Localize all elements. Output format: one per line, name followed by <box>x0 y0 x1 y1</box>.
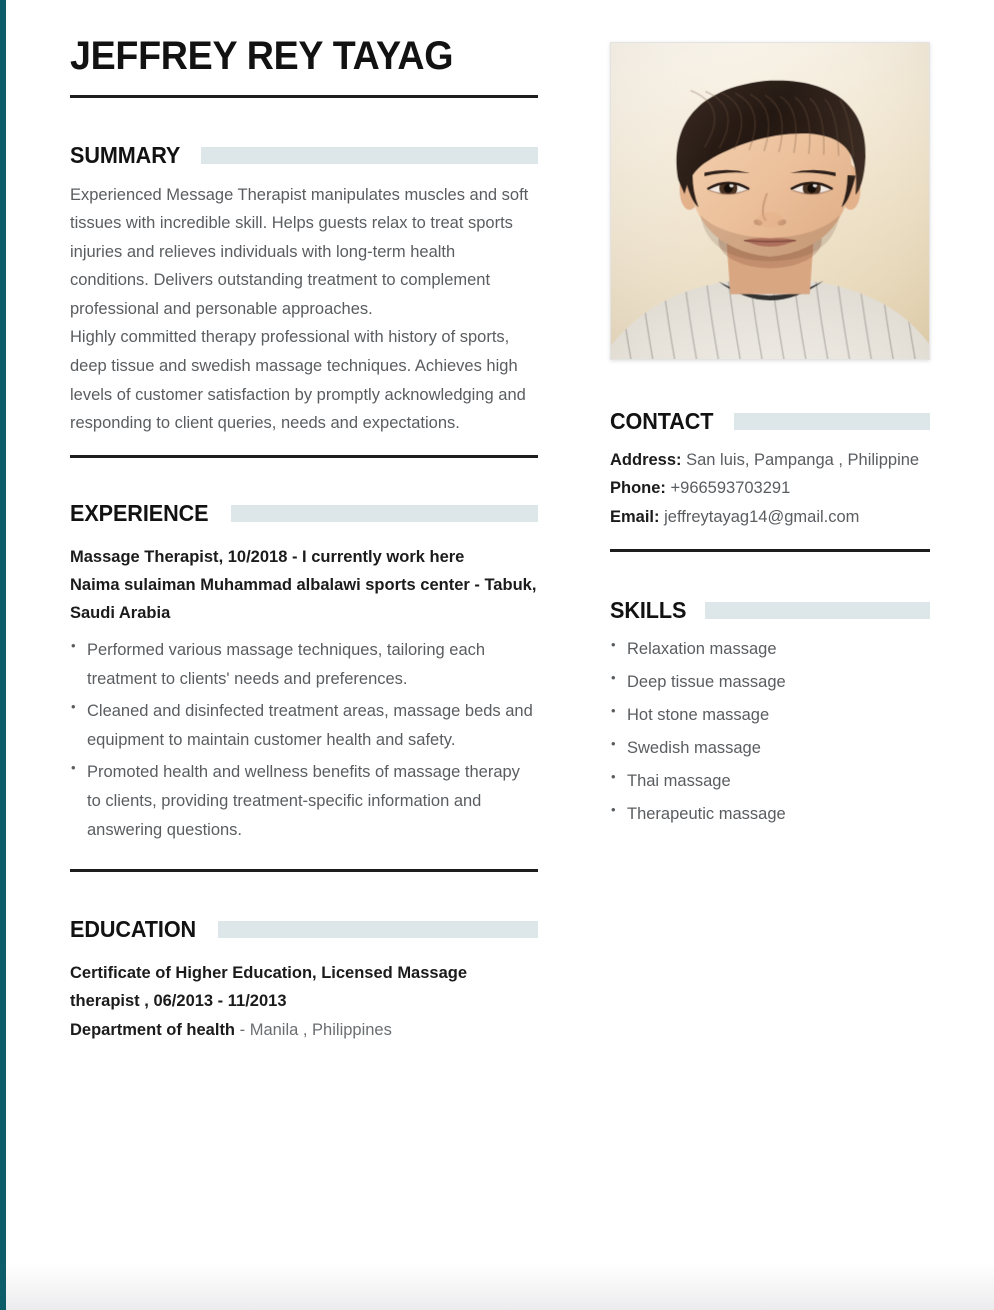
section-accent-bar <box>734 413 930 430</box>
job-bullet-list <box>70 636 538 845</box>
right-column <box>610 0 930 831</box>
left-edge-accent-stripe <box>0 0 6 1310</box>
list-item: • Thai massage <box>610 765 930 798</box>
list-item: • Swedish massage <box>610 732 930 765</box>
experience-entry <box>70 543 538 845</box>
section-title-education: EDUCATION <box>70 915 197 942</box>
job-employer: Naima sulaiman Muhammad albalawi sports center - Tabuk, Saudi Arabia <box>70 575 537 623</box>
list-item: • Promoted health and wellness benefits of massage therapy to clients, providing treatment-specific information and answering questions. <box>70 758 538 845</box>
list-item: • Performed various massage techniques, tailoring each treatment to clients' needs and preferences. <box>70 636 538 694</box>
job-heading <box>70 543 538 628</box>
contact-address <box>610 446 930 474</box>
section-accent-bar <box>201 147 538 164</box>
job-dates: 10/2018 - I currently work here <box>227 547 465 566</box>
section-title-summary: SUMMARY <box>70 141 181 168</box>
education-date-separator: , <box>144 992 154 1011</box>
section-accent-bar <box>705 602 930 619</box>
section-title-skills: SKILLS <box>610 597 687 624</box>
education-institution-line <box>70 1016 538 1044</box>
education-entry <box>70 959 538 1044</box>
list-item: • Cleaned and disinfected treatment areas, massage beds and equipment to maintain customer health and safety. <box>70 697 538 755</box>
section-title-contact: CONTACT <box>610 408 714 434</box>
list-item: • Hot stone massage <box>610 699 930 732</box>
skills-list <box>610 633 930 831</box>
section-accent-bar <box>231 505 538 522</box>
education-location: - Manila , Philippines <box>235 1020 392 1039</box>
left-column <box>70 0 538 1044</box>
summary-paragraph: Experienced Message Therapist manipulates muscles and soft tissues with incredible skill. Helps guests relax to treat sports injuries and relieves individuals with long-term health conditions. Delivers outstanding treatment to complement professional and personable approaches. <box>70 185 529 318</box>
contact-email-value: jeffreytayag14@gmail.com <box>659 507 860 526</box>
contact-phone <box>610 474 930 502</box>
contact-email-label: Email: <box>610 507 660 526</box>
list-item: • Relaxation massage <box>610 633 930 666</box>
education-dates: 06/2013 - 11/2013 <box>153 992 287 1011</box>
education-separator: , <box>312 963 322 982</box>
page-title: JEFFREY REY TAYAG <box>70 34 454 78</box>
section-header-contact <box>610 408 930 435</box>
education-degree-line <box>70 959 538 1016</box>
list-item: • Therapeutic massage <box>610 798 930 831</box>
education-degree: Certificate of Higher Education <box>70 963 313 982</box>
profile-photo-image <box>611 43 929 359</box>
summary-body <box>70 181 538 438</box>
contact-email <box>610 503 930 531</box>
contact-phone-value: +966593703291 <box>665 479 791 498</box>
job-separator: , <box>218 547 228 566</box>
divider-under-contact <box>610 549 930 552</box>
divider-under-summary <box>70 455 538 458</box>
summary-paragraph: Highly committed therapy professional with history of sports, deep tissue and swedish massage techniques. Achieves high levels of customer satisfaction by promptly acknowledging and responding to client queries, needs and expectations. <box>70 328 526 433</box>
section-header-summary <box>70 142 538 169</box>
section-title-experience: EXPERIENCE <box>70 499 209 526</box>
section-header-skills <box>610 597 930 624</box>
contact-phone-label: Phone: <box>610 479 666 498</box>
section-header-education <box>70 916 538 943</box>
contact-address-value: San luis, Pampanga , Philippine <box>681 451 920 469</box>
education-institution: Department of health <box>70 1020 236 1039</box>
divider-under-name <box>70 95 538 98</box>
list-item: • Deep tissue massage <box>610 666 930 699</box>
job-title: Massage Therapist <box>70 547 219 566</box>
divider-under-experience <box>70 869 538 872</box>
section-header-experience <box>70 500 538 527</box>
education-field: Licensed Massage therapist <box>70 963 468 1011</box>
contact-body <box>610 446 930 531</box>
avatar <box>610 42 930 360</box>
contact-address-label: Address: <box>610 451 682 469</box>
section-accent-bar <box>218 921 538 938</box>
